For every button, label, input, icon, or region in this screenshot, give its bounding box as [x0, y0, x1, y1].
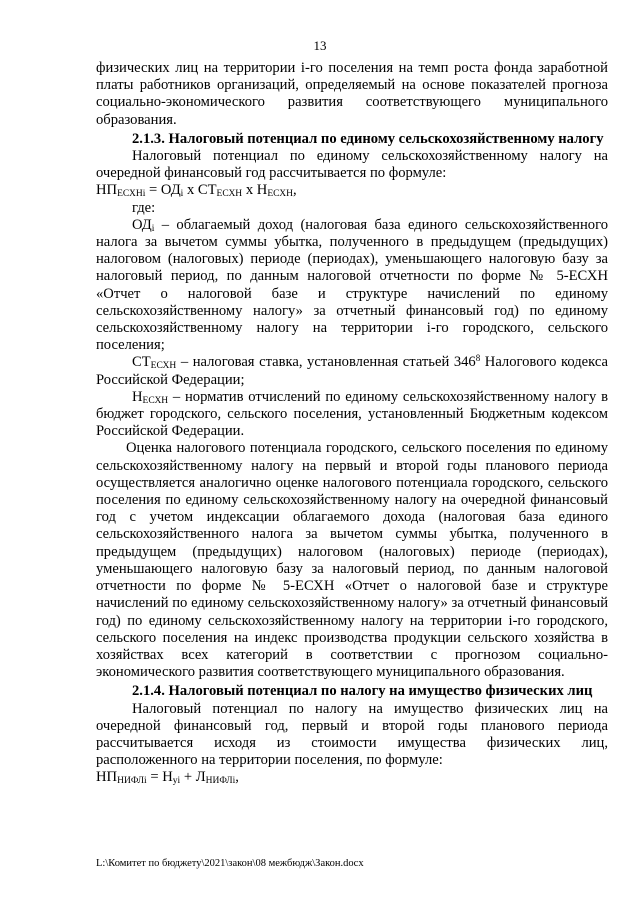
formula-text: НП — [96, 182, 118, 199]
formula-subscript: ЕСХНi — [117, 189, 146, 200]
formula-text: + Л — [180, 769, 206, 786]
formula-subscript: i — [180, 189, 184, 200]
definition-text: – облагаемый доход (налоговая база единого сельскохозяйственного налога за вычетом суммы убытка, полученного в предыдущем (предыдущих) налоговом (налоговых) периоде (периодах), уменьшающего налоговую базу за налоговый период, по данным налоговой отчетности по форме № 5-ЕСХН «Отчет о налоговой базе и структуре начислений по единому сельскохозяйственному налогу» за отчетный финансовый год) по единому сельскохозяйственному налогу на территории i-го городского, сельского поселения; — [96, 216, 608, 354]
definition-symbol: Н — [132, 388, 143, 405]
formula-subscript: уi — [172, 776, 181, 787]
section-heading-2-1-4: 2.1.4. Налоговый потенциал по налогу на имущество физических лиц — [132, 683, 593, 700]
formula-text: = ОД — [145, 182, 181, 199]
formula-text: НП — [96, 769, 118, 786]
definition-subscript: i — [151, 223, 155, 234]
paragraph-continuation: физических лиц на территории i-го поселения на темп роста фонда заработной платы работников организаций, определяемый на основе показателей прогноза социально-экономического развития соответствующего муниципального образования. — [96, 60, 608, 128]
formula-subscript: ЕСХН — [216, 189, 243, 200]
definition-superscript: 8 — [475, 353, 481, 364]
definition-subscript: ЕСХН — [142, 395, 169, 406]
definition-symbol: ОД — [132, 216, 152, 233]
formula-subscript: ЕСХН — [267, 189, 293, 200]
definition-n — [96, 389, 608, 441]
definition-text: – норматив отчислений по единому сельскохозяйственному налогу в бюджет городского, сельского поселения, установленный Бюджетным кодексом Российской Федерации. — [96, 388, 608, 440]
formula-nifl — [96, 769, 608, 786]
formula-esxn — [96, 182, 608, 199]
section-heading-2-1-3: 2.1.3. Налоговый потенциал по единому сельскохозяйственному налогу — [132, 130, 604, 147]
definition-symbol: СТ — [132, 354, 151, 371]
definition-st — [96, 354, 608, 388]
document-body — [96, 60, 608, 787]
formula-text: , — [292, 182, 297, 199]
formula-text: х СТ — [183, 182, 217, 199]
formula-subscript: НИФЛi — [117, 776, 147, 787]
formula-text: , — [235, 769, 239, 786]
paragraph-intro-nifl: Налоговый потенциал по налогу на имущество физических лиц на очередной финансовый год, первый и второй годы планового периода рассчитывается исходя из стоимости имущества физических лиц, расположенного на территории поселения, по формуле: — [96, 700, 608, 769]
page-number: 13 — [313, 38, 327, 53]
definition-text: Налогового кодекса Российской Федерации; — [96, 354, 608, 388]
definition-text: – налоговая ставка, установленная статьей 346 — [176, 354, 476, 371]
where-label: где: — [132, 199, 156, 216]
paragraph-intro-esxn: Налоговый потенциал по единому сельскохозяйственному налогу на очередной финансовый год рассчитывается по формуле: — [96, 148, 608, 182]
formula-text: = Н — [146, 769, 173, 786]
formula-subscript: НИФЛi — [205, 776, 236, 787]
formula-text: х Н — [242, 182, 268, 199]
definition-od — [96, 217, 608, 355]
file-path-footer: L:\Комитет по бюджету\2021\закон\08 межбюдж\Закон.docx — [96, 858, 364, 869]
definition-subscript: ЕСХН — [150, 361, 177, 372]
paragraph-estimation: Оценка налогового потенциала городского, сельского поселения по единому сельскохозяйственному налогу на первый и второй годы планового периода осуществляется аналогично оценке налогового потенциала городского, сельского поселения по единому сельскохозяйственному налогу на очередной финансовый год с учетом индексации облагаемого дохода (налоговая база единого сельскохозяйственного налога за вычетом суммы убытка, полученного в предыдущем (предыдущих) налоговом (налоговых) периоде (периодах), уменьшающего налоговую базу за налоговый период, по данным налоговой отчетности по форме № 5-ЕСХН «Отчет о налоговой базе и структуре начислений по единому сельскохозяйственному налогу» за отчетный финансовый год) по единому сельскохозяйственному налогу на территории i-го городского, сельского поселения на индекс производства продукции сельского хозяйства в хозяйствах всех категорий в соответствии с прогнозом социально-экономического развития соответствующего муниципального образования. — [96, 440, 608, 681]
